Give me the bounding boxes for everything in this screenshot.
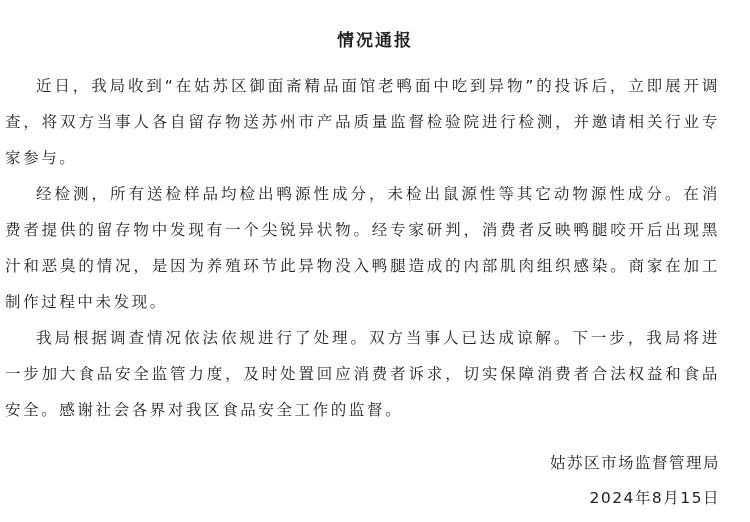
signature-organization: 姑苏区市场监督管理局 [549,454,720,472]
document-title: 情况通报 [337,31,413,51]
paragraph-handling: 我局根据调查情况依法依规进行了处理。双方当事人已达成谅解。下一步，我局将进一步加大食品安全监管力度，及时处置回应消费者诉求，切实保障消费者合法权益和食品安全。感谢社会各界对我区食品安全工作的监督。 [5,329,720,419]
signature-date: 2024年8月15日 [589,489,720,507]
paragraph-investigation: 近日，我局收到“在姑苏区御面斋精品面馆老鸭面中吃到异物”的投诉后，立即展开调查，将双方当事人各自留存物送苏州市产品质量监督检验院进行检测，并邀请相关行业专家参与。 [5,77,720,167]
document-body [5,68,720,428]
paragraph-test-results: 经检测，所有送检样品均检出鸭源性成分，未检出鼠源性等其它动物源性成分。在消费者提供的留存物中发现有一个尖锐异状物。经专家研判，消费者反映鸭腿咬开后出现黑汁和恶臭的情况，是因为养殖环节此异物没入鸭腿造成的内部肌肉组织感染。商家在加工制作过程中未发现。 [5,185,720,311]
